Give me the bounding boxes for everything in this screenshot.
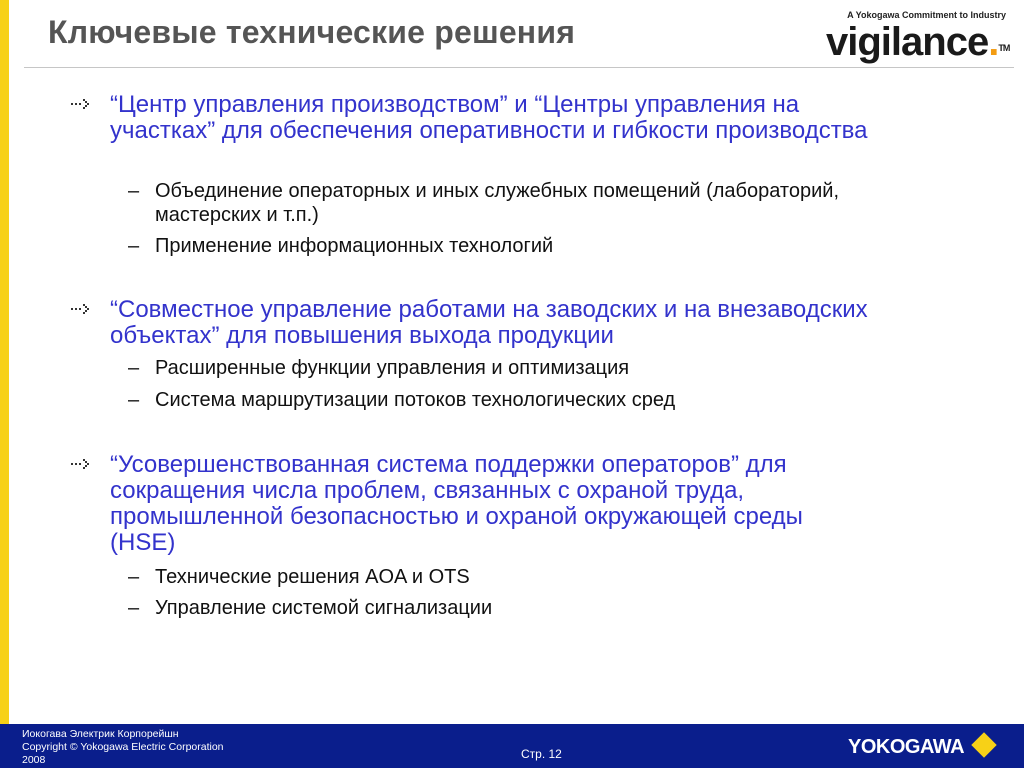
footer-company: Иокогава Электрик Корпорейшн (22, 728, 179, 740)
logo-tagline: A Yokogawa Commitment to Industry (847, 10, 1006, 20)
sub-bullet-dash: – (128, 180, 140, 202)
bullet-item: “Совместное управление работами на заводских и на внезаводских объектах” для повышения выхода продукции (110, 296, 868, 349)
logo-wordmark (826, 20, 1009, 64)
slide-title: Ключевые технические решения (48, 14, 576, 50)
yokogawa-diamond-icon (971, 732, 996, 757)
sub-bullet-dash: – (128, 597, 140, 619)
bullet-item: “Центр управления производством” и “Центры управления на участках” для обеспечения оперативности и гибкости производства (110, 91, 868, 144)
sub-bullet-dash: – (128, 389, 140, 411)
sub-bullet-item: Применение информационных технологий (155, 235, 554, 257)
sub-bullet-item: Расширенные функции управления и оптимизация (155, 357, 630, 379)
sub-bullet-item: Технические решения AOA и OTS (155, 566, 470, 588)
page-number: Стр. 12 (521, 747, 562, 761)
sub-bullet-item: Управление системой сигнализации (155, 597, 493, 619)
sub-bullet-item: Система маршрутизации потоков технологических сред (155, 389, 676, 411)
sub-bullet-dash: – (128, 235, 140, 257)
vigilance-logo (826, 10, 1010, 64)
footer-copyright-block (22, 728, 224, 767)
footer-year: 2008 (22, 754, 46, 766)
footer-copyright: Copyright © Yokogawa Electric Corporation (22, 741, 224, 753)
sub-bullet-dash: – (128, 566, 140, 588)
logo-tm: TM (998, 43, 1010, 53)
sub-bullet-item: Объединение операторных и иных служебных помещений (лабораторий, мастерских и т.п.) (155, 180, 840, 226)
sub-bullet-dash: – (128, 357, 140, 379)
yokogawa-logo: YOKOGAWA (848, 736, 965, 758)
logo-dot: . (988, 20, 999, 64)
title-divider (24, 67, 1014, 68)
bullet-item: “Усовершенствованная система поддержки операторов” для сокращения числа проблем, связанных с охраной труда, промышленной безопасностью и охраной окружающей среды (HSE) (110, 451, 803, 556)
arrow-bullet-icon (70, 302, 92, 316)
logo-word: vigilance (826, 20, 989, 64)
arrow-bullet-icon (70, 97, 92, 111)
footer-bar (0, 724, 1024, 768)
arrow-bullet-icon (70, 457, 92, 471)
left-accent-bar (0, 0, 9, 768)
